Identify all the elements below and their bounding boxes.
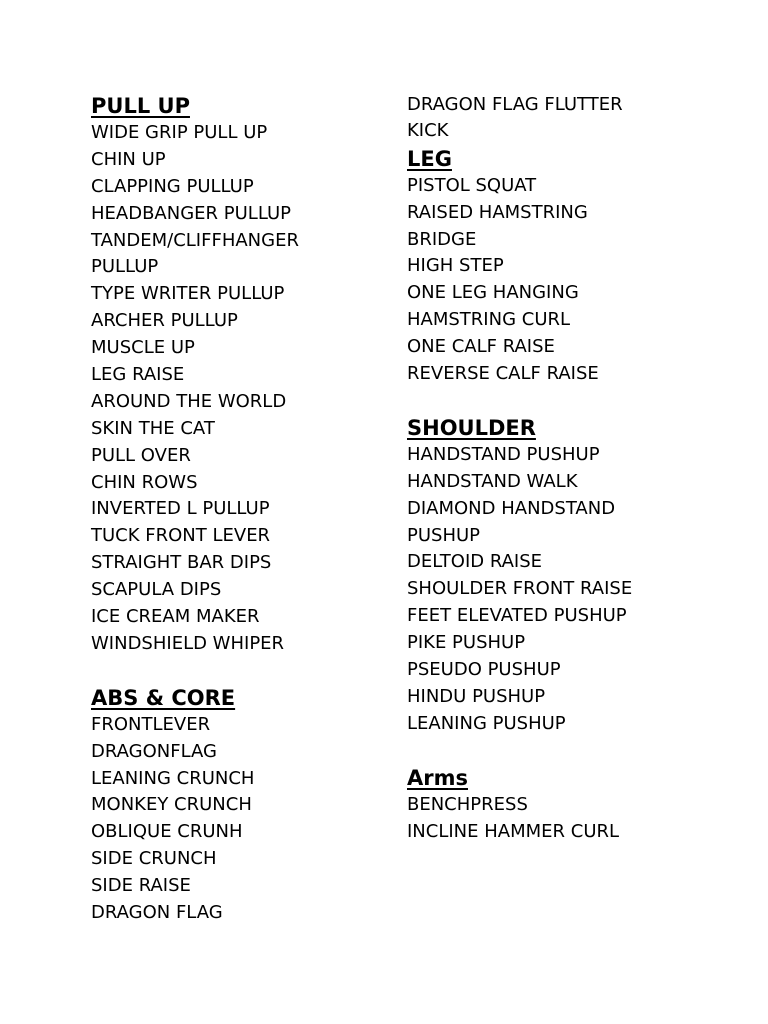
section-heading-arms: Arms — [407, 765, 468, 790]
list-item: HANDSTAND PUSHUP — [407, 443, 600, 465]
list-item: PISTOL SQUAT — [407, 174, 537, 196]
list-item: DRAGON FLAG — [91, 902, 223, 924]
list-item: HANDSTAND WALK — [407, 470, 578, 492]
section-heading-pull-up: PULL UP — [91, 94, 190, 118]
section-abs-core — [91, 684, 391, 927]
list-item: ONE CALF RAISE — [407, 336, 555, 358]
shoulder-list — [407, 442, 747, 738]
list-item: DIAMOND HANDSTAND — [407, 497, 616, 519]
section-heading-leg: LEG — [407, 146, 452, 171]
list-item: BRIDGE — [407, 228, 477, 250]
list-item: CLAPPING PULLUP — [91, 175, 254, 197]
abs-continued-list — [407, 91, 747, 145]
list-item: HAMSTRING CURL — [407, 309, 571, 331]
right-column — [407, 91, 747, 845]
list-item: STRAIGHT BAR DIPS — [91, 552, 272, 574]
list-item: TYPE WRITER PULLUP — [91, 283, 285, 305]
list-item: CHIN ROWS — [91, 471, 198, 493]
list-item: HEADBANGER PULLUP — [91, 202, 291, 224]
list-item: KICK — [407, 119, 449, 141]
list-item: SIDE RAISE — [91, 875, 191, 897]
list-item: MONKEY CRUNCH — [91, 794, 252, 816]
list-item: WIDE GRIP PULL UP — [91, 122, 268, 143]
list-item: RAISED HAMSTRING — [407, 201, 588, 223]
list-item: AROUND THE WORLD — [91, 390, 287, 412]
list-item: PULL OVER — [91, 444, 191, 466]
list-item: CHIN UP — [91, 148, 166, 170]
section-spacer — [407, 738, 747, 764]
list-item: WINDSHIELD WHIPER — [91, 632, 285, 654]
list-item: PUSHUP — [407, 524, 481, 546]
list-item: OBLIQUE CRUNH — [91, 821, 243, 843]
list-item: ARCHER PULLUP — [91, 310, 238, 332]
list-item: SKIN THE CAT — [91, 417, 215, 439]
section-spacer — [407, 388, 747, 414]
list-item: BENCHPRESS — [407, 793, 528, 815]
list-item: SHOULDER FRONT RAISE — [407, 578, 633, 600]
list-item: DELTOID RAISE — [407, 551, 543, 573]
list-item: TANDEM/CLIFFHANGER — [91, 229, 299, 251]
list-item: LEANING CRUNCH — [91, 767, 255, 789]
list-item: ICE CREAM MAKER — [91, 606, 260, 628]
list-item: PSEUDO PUSHUP — [407, 659, 561, 681]
list-item: DRAGONFLAG — [91, 740, 217, 762]
section-shoulder — [407, 414, 747, 738]
list-item: REVERSE CALF RAISE — [407, 363, 599, 385]
pull-up-list — [91, 120, 391, 658]
list-item: PIKE PUSHUP — [407, 632, 526, 654]
arms-list — [407, 792, 747, 846]
list-item: LEG RAISE — [91, 364, 185, 386]
abs-core-list — [91, 712, 391, 927]
section-pull-up — [91, 92, 391, 658]
list-item: FEET ELEVATED PUSHUP — [407, 605, 627, 627]
list-item: HIGH STEP — [407, 255, 504, 277]
list-item: LEANING PUSHUP — [407, 712, 566, 734]
list-item: ONE LEG HANGING — [407, 282, 579, 304]
section-abs-continued — [407, 91, 747, 145]
list-item: MUSCLE UP — [91, 337, 195, 359]
section-leg — [407, 145, 747, 388]
list-item: TUCK FRONT LEVER — [91, 525, 271, 547]
section-arms — [407, 764, 747, 846]
list-item: HINDU PUSHUP — [407, 685, 546, 707]
left-column — [91, 92, 391, 927]
leg-list — [407, 173, 747, 388]
list-item: DRAGON FLAG FLUTTER — [407, 94, 623, 115]
list-item: SIDE CRUNCH — [91, 848, 217, 870]
list-item: SCAPULA DIPS — [91, 579, 222, 601]
list-item: FRONTLEVER — [91, 713, 211, 735]
section-spacer — [91, 658, 391, 684]
list-item: PULLUP — [91, 256, 159, 278]
list-item: INVERTED L PULLUP — [91, 498, 270, 520]
section-heading-abs-core: ABS & CORE — [91, 685, 236, 710]
section-heading-shoulder: SHOULDER — [407, 415, 536, 440]
list-item: INCLINE HAMMER CURL — [407, 820, 620, 842]
